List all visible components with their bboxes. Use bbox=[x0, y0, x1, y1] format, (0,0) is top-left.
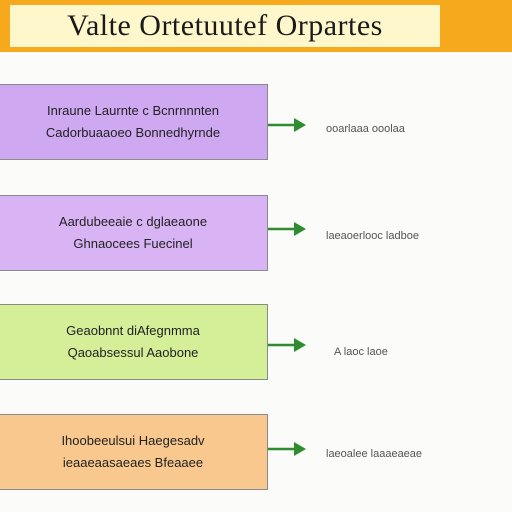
step-2-line-1: Aardubeeaie c dglaeaone bbox=[58, 214, 208, 229]
step-1-line-1: Inraune Laurnte c Bcnrnnnten bbox=[46, 103, 219, 118]
step-box-3 bbox=[0, 304, 268, 380]
outcome-text-4: laeoalee laaaeaeae bbox=[326, 448, 423, 460]
step-3-line-1: Geaobnnt diAfegnmma bbox=[66, 323, 200, 338]
outcome-text-3: A laoc laoe bbox=[334, 346, 388, 358]
step-box-2 bbox=[0, 195, 268, 271]
step-box-4 bbox=[0, 414, 268, 490]
step-4-line-1: Ihoobeeulsui Haegesadv bbox=[61, 433, 205, 448]
title-panel bbox=[10, 5, 440, 47]
step-2-line-2: Ghnaocees Fuecinel bbox=[73, 236, 193, 251]
arrow-right-icon bbox=[268, 117, 308, 133]
outcome-text-1: ooarlaaa ooolaa bbox=[326, 123, 405, 135]
arrow-right-icon bbox=[268, 221, 308, 237]
outcome-text-2: laeaoerlooc ladboe bbox=[326, 230, 419, 242]
arrow-right-icon bbox=[268, 441, 308, 457]
step-1-line-2: Cadorbuaaoeo Bonnedhyrnde bbox=[45, 125, 221, 140]
step-4-line-2: ieaaeaasaeaes Bfeaaee bbox=[62, 455, 204, 470]
arrow-right-icon bbox=[268, 337, 308, 353]
page-title: Valte Ortetuutef Orpartes bbox=[67, 9, 383, 42]
step-box-1 bbox=[0, 84, 268, 160]
step-3-line-2: Qaoabsessul Aaobone bbox=[67, 345, 199, 360]
title-band bbox=[0, 0, 512, 52]
